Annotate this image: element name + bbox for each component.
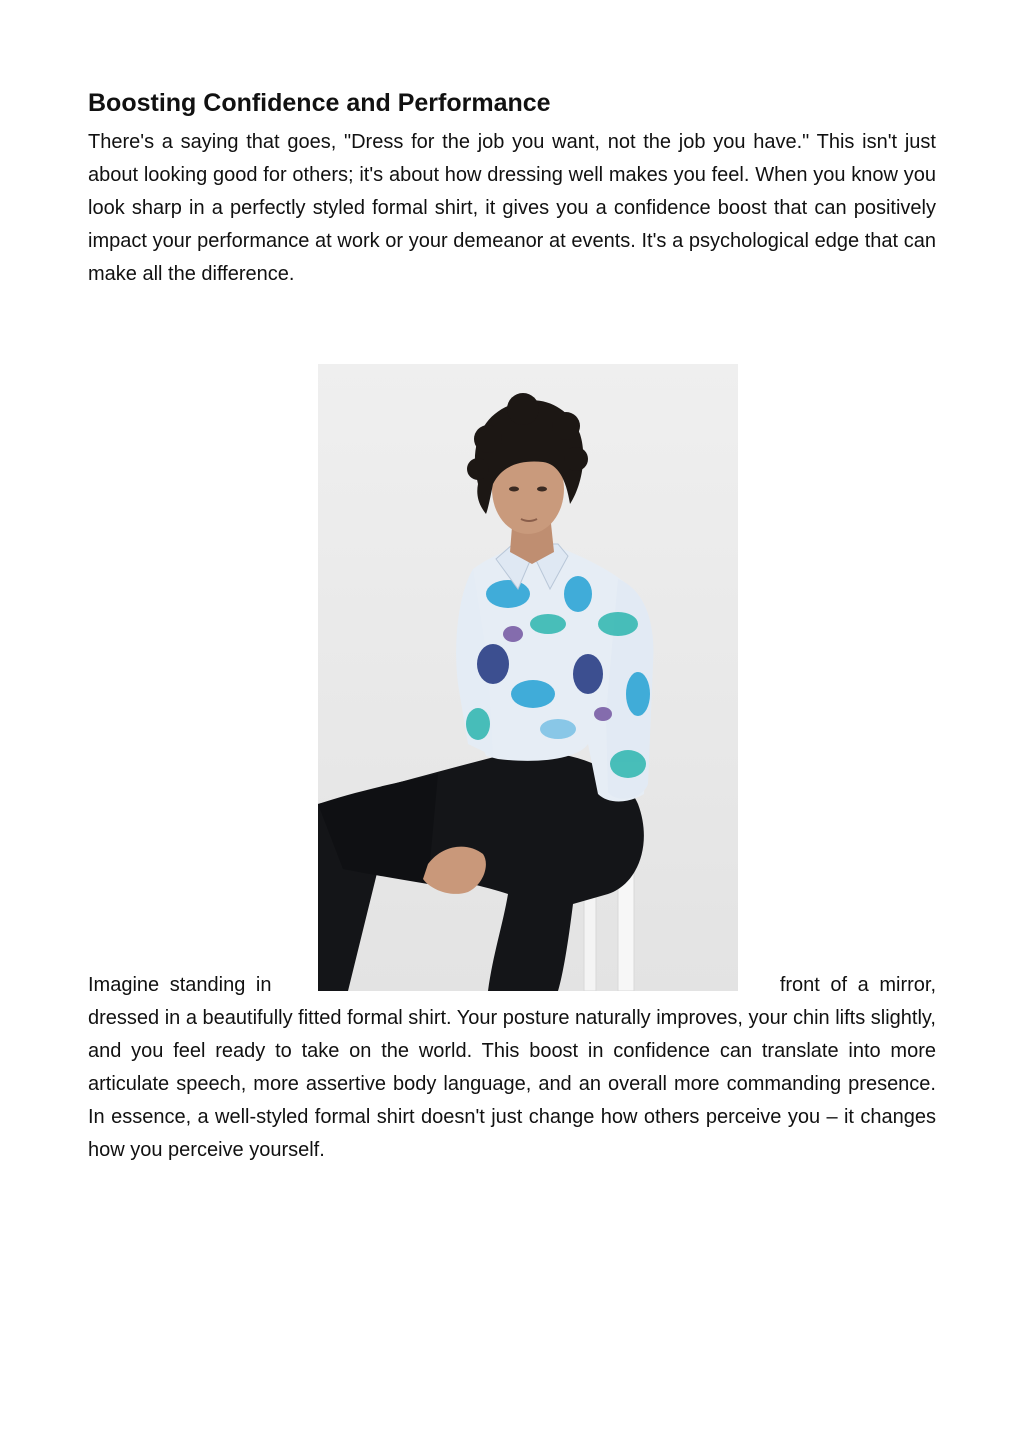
section-heading: Boosting Confidence and Performance [88,89,551,117]
paragraph-intro: There's a saying that goes, "Dress for the job you want, not the job you have." This isn't just about looking good for others; it's about how dressing well makes you feel. When you know you look sharp in a perfectly styled formal shirt, it gives you a confidence boost that can positively impact your performance at work or your demeanor at events. It's a psychological edge that can make all the difference. [88,131,936,285]
paragraph-line-before-image: Imagine standing in [88,974,272,996]
paragraph-line-after-image: front of a mirror, [779,974,936,996]
paragraph-mirror: dressed in a beautifully fitted formal shirt. Your posture naturally improves, your chin lifts slightly, and you feel ready to take on the world. This boost in confidence can translate into more articulate speech, more assertive body language, and an overall more commanding presence. In essence, a well-styled formal shirt doesn't just change how others perceive you – it changes how you perceive yourself. [88,1007,936,1161]
model-photo [318,364,738,991]
